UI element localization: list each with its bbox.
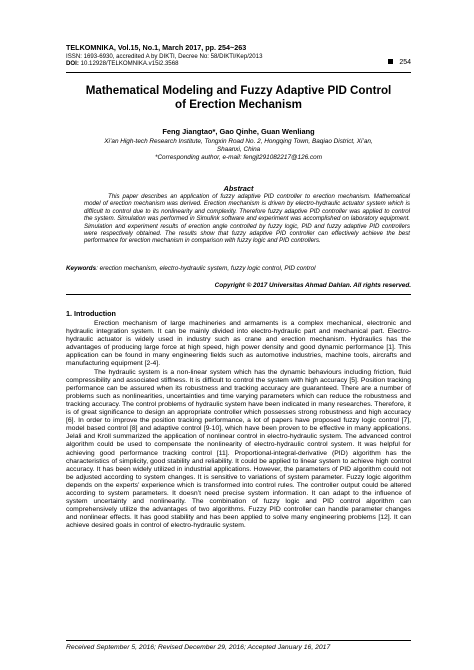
page-number — [388, 59, 411, 66]
doi-value: 10.12928/TELKOMNIKA.v15i2.3568 — [80, 60, 179, 68]
copyright: Copyright © 2017 Universitas Ahmad Dahlan. All rights reserved. — [214, 282, 411, 289]
paragraph: Erection mechanism of large machineries and armaments is a complex mechanical, electronic and hydraulic integration system. It can be mainly divided into electro-hydraulic part and mechanical part. Electro-hydraulic actuator is widely used in industry such as crane and erection mechanism. Hydraulics has the advantages of producing large force at high speed, high power density and good dynamic performance [1]. This application can be found in many engineering fields such as automotive industries, machine tools, aircrafts and manufacturing equipment [2-4]. — [66, 320, 411, 368]
paragraph: The hydraulic system is a non-linear system which has the dynamic behaviours including friction, fluid compressibility and associated stiffness. It is difficult to control the system with high accuracy [5]. Position tracking performance can be assured when its robustness and tracking accuracy are guaranteed. There are a number of problems such as nonlinearities, uncertainties and time varying parameters which can reduce the robustness and tracking accuracy. The control problems of hydraulic system have been indicated in many researches. Therefore, it is of great significance to design an appropriate controller which possesses strong robustness and high accuracy [6]. In order to improve the position tracking performance, a lot of papers have proposed fuzzy logic control [7], model based control [8] and adaptive control [9-10], which have been proven to be effective in many applications. Jelali and Kroll summarized the application of nonlinear control in electro-hydraulic system. The advanced control algorithm could be used to compensate the nonlinearity of electro-hydraulic control system. It was helpful for achieving good performance tracking control [11]. Proportional-integral-derivative (PID) algorithm has the characteristics of simplicity, good stability and reliability. It could be applied to linear system to achieve high control accuracy. It has been widely utilized in industrial applications. However, the parameters of PID algorithm could not be adjusted according to system changes. It is sensitive to variations of system parameter. Fuzzy logic algorithm depends on the experts’ experience which is transformed into control rules. The controller output could be altered according to system parameters. It doesn’t need precise system information. It can adapt to the influence of system uncertainty and nonlinearity. The combination of fuzzy logic and PID control algorithm can comprehensively utilize the advantages of two algorithms. Fuzzy PID controller can handle parameter changes and nonlinear effects. It has good stability and has been applied to solve many engineering problems [12]. It can achieve desired goals in control of electro-hydraulic system. — [66, 368, 411, 530]
title-line-1: Mathematical Modeling and Fuzzy Adaptive PID Control — [85, 84, 392, 97]
abstract-heading: Abstract — [223, 184, 254, 193]
journal-header — [66, 44, 411, 68]
section-heading: 1. Introduction — [66, 309, 116, 318]
affiliation-line-1: Xi’an High-tech Research Institute, Tongxin Road No. 2, Hongqing Town, Baqiao District, Xi’an, — [104, 138, 373, 145]
section-rule — [66, 294, 411, 295]
keywords — [66, 265, 411, 272]
doi-label: DOI: — [66, 60, 79, 68]
journal-citation: TELKOMNIKA, Vol.15, No.1, March 2017, pp. 254~263 — [66, 43, 247, 52]
footer-rule — [66, 640, 411, 641]
issn-line: ISSN: 1693-6930, accredited A by DIKTI, Decree No: 58/DIKTI/Kep/2013 — [66, 52, 263, 60]
keywords-label: Keywords — [66, 265, 97, 272]
paper-title — [66, 84, 411, 112]
header-rule — [66, 72, 411, 73]
keywords-list: : erection mechanism, electro-hydraulic system, fuzzy logic control, PID control — [96, 265, 316, 272]
authors: Feng Jiangtao*, Gao Qinhe, Guan Wenliang — [162, 127, 315, 136]
abstract-text: This paper describes an application of fuzzy adaptive PID controller to erection mechanism. Mathematical model of erection mechanism was derived. Erection mechanism is driven by electro-hydraulic actuator system which is difficult to control due to its nonlinearity and complexity. Therefore fuzzy adaptive PID controller was applied to control the system. Simulation was performed in Simulink software and experiment was accomplished on laboratory equipment. Simulation and experiment results of erection angle controlled by fuzzy logic, PID and fuzzy adaptive PID controllers were respectively obtained. The results show that fuzzy adaptive PID controller can effectively achieve the best performance for erection mechanism in comparison with fuzzy logic and PID controllers. — [84, 193, 410, 245]
square-bullet-icon — [388, 59, 393, 64]
affiliation — [66, 138, 411, 161]
received-dates: Received September 5, 2016; Revised December 29, 2016; Accepted January 16, 2017 — [66, 644, 331, 651]
affiliation-line-2: Shaanxi, China — [216, 145, 261, 153]
page-number-value: 254 — [399, 59, 411, 66]
title-line-2: of Erection Mechanism — [175, 98, 302, 111]
doi-line — [66, 60, 411, 68]
corresponding-author: *Corresponding author, e-mail: fengjt291082217@126.com — [154, 153, 323, 161]
body-text — [66, 320, 411, 530]
